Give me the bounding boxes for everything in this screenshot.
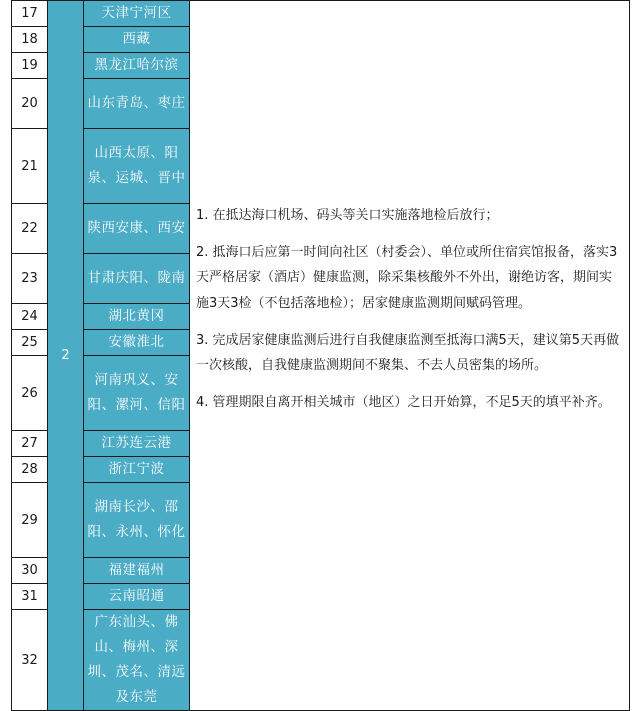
group-number: 2 bbox=[48, 1, 84, 711]
row-number: 23 bbox=[12, 254, 48, 304]
row-number: 31 bbox=[12, 584, 48, 610]
area-cell: 山西太原、阳泉、运城、晋中 bbox=[84, 129, 190, 204]
row-number: 32 bbox=[12, 610, 48, 711]
measure-item: 1. 在抵达海口机场、码头等关口实施落地检后放行； bbox=[196, 208, 499, 223]
row-number: 26 bbox=[12, 356, 48, 431]
row-number: 27 bbox=[12, 431, 48, 457]
area-cell: 甘肃庆阳、陇南 bbox=[84, 254, 190, 304]
row-number: 17 bbox=[12, 1, 48, 27]
area-cell: 云南昭通 bbox=[84, 584, 190, 610]
measures-text bbox=[190, 203, 629, 415]
area-cell: 广东汕头、佛山、梅州、深圳、茂名、清远及东莞 bbox=[84, 610, 190, 711]
area-cell: 安徽淮北 bbox=[84, 330, 190, 356]
row-number: 24 bbox=[12, 304, 48, 330]
table-row bbox=[12, 1, 630, 27]
row-number: 25 bbox=[12, 330, 48, 356]
policy-table bbox=[11, 0, 630, 711]
row-number: 19 bbox=[12, 53, 48, 79]
area-cell: 湖北黄冈 bbox=[84, 304, 190, 330]
area-cell: 福建福州 bbox=[84, 558, 190, 584]
area-cell: 西藏 bbox=[84, 27, 190, 53]
row-number: 28 bbox=[12, 457, 48, 483]
row-number: 29 bbox=[12, 483, 48, 558]
area-cell: 陕西安康、西安 bbox=[84, 204, 190, 254]
area-cell: 天津宁河区 bbox=[84, 1, 190, 27]
area-cell: 山东青岛、枣庄 bbox=[84, 79, 190, 129]
row-number: 20 bbox=[12, 79, 48, 129]
row-number: 30 bbox=[12, 558, 48, 584]
row-number: 18 bbox=[12, 27, 48, 53]
measures-cell bbox=[190, 1, 630, 711]
area-cell: 黑龙江哈尔滨 bbox=[84, 53, 190, 79]
area-cell: 河南巩义、安阳、漯河、信阳 bbox=[84, 356, 190, 431]
measure-item: 3. 完成居家健康监测后进行自我健康监测至抵海口满5天，建议第5天再做一次核酸，自我健康监测期间不聚集、不去人员密集的场所。 bbox=[196, 332, 620, 374]
row-number: 21 bbox=[12, 129, 48, 204]
area-cell: 浙江宁波 bbox=[84, 457, 190, 483]
area-cell: 湖南长沙、邵阳、永州、怀化 bbox=[84, 483, 190, 558]
area-cell: 江苏连云港 bbox=[84, 431, 190, 457]
row-number: 22 bbox=[12, 204, 48, 254]
measure-item: 4. 管理期限自离开相关城市（地区）之日开始算，不足5天的填平补齐。 bbox=[196, 395, 611, 411]
measure-item: 2. 抵海口后应第一时间向社区（村委会）、单位或所住宿宾馆报备，落实3天严格居家（酒店）健康监测，除采集核酸外不外出，谢绝访客，期间实施3天3检（不包括落地检）；居家健康监测期间赋码管理。 bbox=[196, 245, 618, 311]
